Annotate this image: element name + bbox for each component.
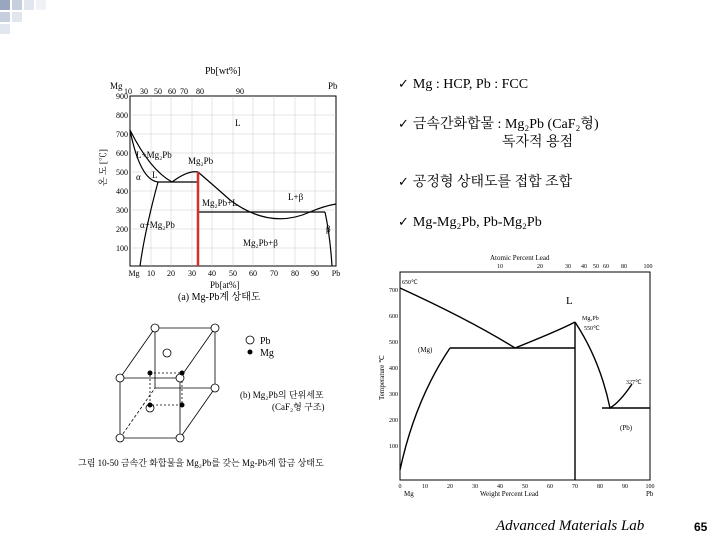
mg-pb-asm-figure: [370, 250, 660, 500]
y-tick: 500: [116, 168, 128, 177]
x-tick: 20: [167, 269, 175, 278]
bullet-crystal-structure: ✓ Mg : HCP, Pb : FCC: [398, 77, 529, 92]
legend-pb-icon: [246, 336, 254, 344]
x-tick: Mg: [128, 269, 140, 278]
phase-mg2pb-beta: Mg₂Pb+β: [243, 238, 278, 248]
x-tick: 60: [547, 484, 553, 490]
y-tick: 900: [116, 92, 128, 101]
x-tick: 90: [622, 484, 628, 490]
top-tick: 60: [603, 264, 609, 270]
pb-phase-label: (Pb): [620, 424, 633, 432]
phase-boundaries: [400, 288, 650, 480]
x-tick: 30: [472, 484, 478, 490]
bullet-systems: ✓ Mg-Mg₂Pb, Pb-Mg₂Pb: [398, 215, 542, 230]
top-tick: 30: [140, 87, 148, 96]
x-axis-title: Weight Percent Lead: [480, 490, 539, 498]
end-label-mg: Mg: [110, 81, 123, 91]
top-ticks: [124, 87, 244, 96]
check-icon: ✓: [398, 77, 409, 92]
figure-caption: 그림 10-50 금속간 화합물을 Mg₂Pb를 갖는 Mg-Pb계 합금 상태도: [78, 458, 324, 468]
liquidus-to-compound: [515, 322, 575, 348]
temp-mg: 650℃: [402, 280, 418, 286]
y-tick: 300: [116, 206, 128, 215]
legend-mg-icon: [248, 350, 253, 355]
phase-mg2pb-l: Mg₂Pb+L: [202, 198, 238, 208]
phase-beta: β: [326, 224, 331, 234]
footer-lab-name: Advanced Materials Lab: [496, 518, 645, 534]
mg-phase-label: (Mg): [418, 346, 433, 354]
x-axis-title: Pb[at%]: [210, 280, 240, 290]
y-axis-label: Temperature ℃: [378, 355, 386, 400]
top-tick: 60: [168, 87, 176, 96]
page-number: 65: [694, 520, 708, 534]
x-ticks: [128, 269, 340, 278]
y-tick: 100: [389, 444, 398, 450]
end-label-pb: Pb: [328, 81, 338, 91]
x-tick: Pb: [331, 269, 341, 278]
top-tick: 80: [196, 87, 204, 96]
top-tick: 100: [643, 264, 653, 270]
x-tick: 30: [188, 269, 196, 278]
caption-b-line1: (b) Mg₂Pb의 단위세포: [240, 390, 324, 400]
x-tick: 70: [270, 269, 278, 278]
x-tick: 100: [645, 484, 655, 490]
liquidus-pb-side: [575, 322, 632, 408]
y-tick: 100: [116, 244, 128, 253]
liquidus-pb-side: [310, 204, 336, 212]
decorative-squares: [0, 0, 60, 40]
top-tick: 40: [581, 264, 587, 270]
plot-frame: [400, 272, 650, 480]
x-tick: 80: [597, 484, 603, 490]
x-tick: 80: [291, 269, 299, 278]
y-tick: 400: [116, 187, 128, 196]
liquid-label: L: [566, 295, 573, 307]
top-tick: 20: [537, 264, 543, 270]
end-label-mg: Mg: [404, 490, 414, 498]
phase-alpha-mg2pb: α+Mg₂Pb: [140, 220, 175, 230]
x-tick: 50: [522, 484, 528, 490]
mg-pb-textbook-figure: [78, 60, 390, 480]
compound-label: Mg₂Pb: [582, 316, 599, 322]
top-axis-title: Pb[wt%]: [205, 66, 241, 77]
temp-pb: 327℃: [626, 380, 642, 386]
bullet-intermetallic-sub: 독자적 용점: [502, 135, 574, 150]
bullet-eutectic: ✓ 공정형 상태도를 접합 조합: [398, 175, 573, 190]
end-label-pb: Pb: [646, 490, 654, 498]
x-tick: 60: [249, 269, 257, 278]
x-tick: 10: [422, 484, 428, 490]
x-tick: 90: [311, 269, 319, 278]
temp-peak: 550℃: [584, 326, 600, 332]
y-tick: 700: [389, 288, 398, 294]
check-icon: ✓: [398, 215, 409, 230]
bullet-intermetallic: ✓ 금속간화합물 : Mg₂Pb (CaF₂형) 독자적 용점: [398, 116, 698, 152]
phase-liquid: L: [235, 118, 241, 128]
x-tick: 10: [147, 269, 155, 278]
top-tick: 30: [565, 264, 571, 270]
phase-mg2pb: Mg₂Pb: [188, 156, 214, 166]
y-tick: 200: [389, 418, 398, 424]
check-icon: ✓: [398, 117, 409, 132]
x-tick: 40: [208, 269, 216, 278]
y-tick: 600: [116, 149, 128, 158]
caption-b-line2: (CaF₂형 구조): [272, 402, 325, 412]
solvus-pb: [325, 212, 332, 266]
x-tick: 70: [572, 484, 578, 490]
solvus-mg: [400, 348, 450, 470]
top-tick: 80: [621, 264, 627, 270]
y-tick: 300: [389, 392, 398, 398]
check-icon: ✓: [398, 175, 409, 190]
top-tick: 70: [180, 87, 188, 96]
phase-labels: [402, 280, 642, 432]
grid: [130, 96, 336, 266]
top-tick: 10: [497, 264, 503, 270]
y-tick: 700: [116, 130, 128, 139]
top-ticks: [497, 264, 653, 270]
legend-pb: Pb: [260, 336, 271, 347]
phase-labels: [136, 118, 331, 248]
phase-l-beta: L+β: [288, 192, 304, 202]
y-tick: 600: [389, 314, 398, 320]
x-tick: 20: [447, 484, 453, 490]
y-tick: 500: [389, 340, 398, 346]
pb-atoms: [116, 324, 219, 442]
y-ticks: [116, 92, 128, 253]
y-tick: 800: [116, 111, 128, 120]
bullet-list: [398, 76, 698, 254]
x-tick: 0: [398, 484, 402, 490]
x-tick: 40: [497, 484, 503, 490]
caption-a: (a) Mg-Pb계 상태도: [178, 292, 261, 303]
y-tick: 400: [389, 366, 398, 372]
liquidus-mg-side: [400, 288, 515, 348]
phase-alpha-l: L: [152, 170, 158, 180]
top-tick: 90: [236, 87, 244, 96]
x-tick: 50: [229, 269, 237, 278]
y-axis-label: 온 도 [℃]: [98, 149, 108, 186]
phase-l-mg2pb: L+Mg₂Pb: [136, 150, 172, 160]
top-tick: 10: [124, 87, 132, 96]
legend-mg: Mg: [260, 348, 274, 359]
y-tick: 200: [116, 225, 128, 234]
unit-cell-drawing: [120, 328, 215, 438]
top-axis-title: Atomic Percent Lead: [490, 254, 550, 262]
y-ticks: [389, 288, 398, 450]
top-tick: 50: [154, 87, 162, 96]
phase-alpha: α: [136, 172, 141, 182]
top-tick: 50: [593, 264, 599, 270]
